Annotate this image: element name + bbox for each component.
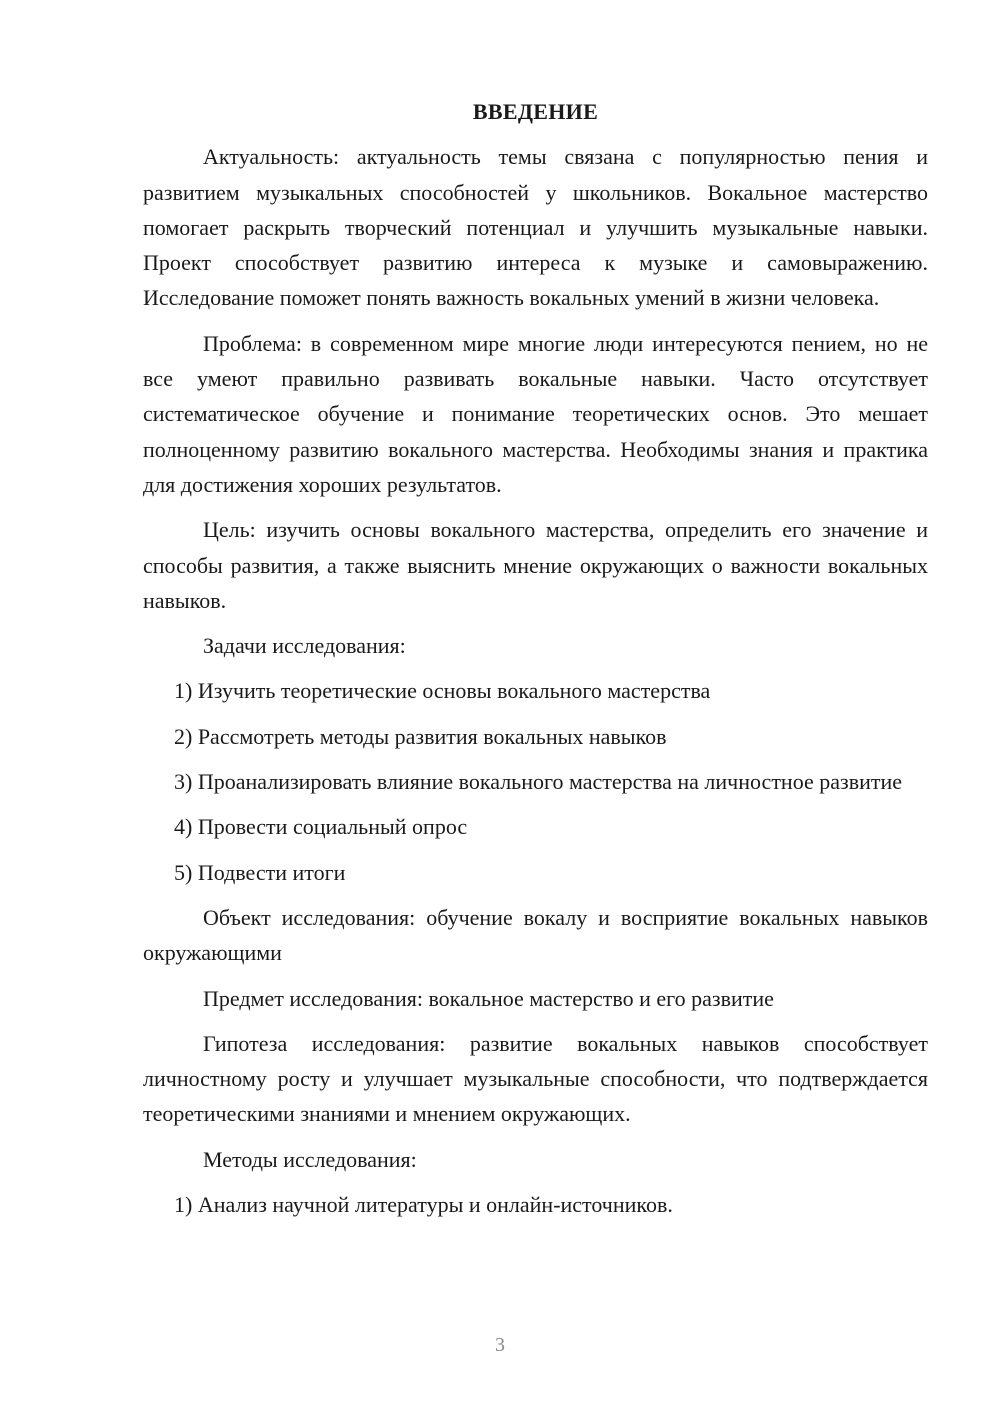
task-item-4: 4) Провести социальный опрос <box>174 814 468 840</box>
page-number: 3 <box>495 1334 505 1356</box>
task-item-1: 1) Изучить теоретические основы вокального мастерства <box>174 678 711 704</box>
task-item-2: 2) Рассмотреть методы развития вокальных навыков <box>174 723 667 749</box>
problem-paragraph: Проблема: в современном мире многие люди интересуются пением, но не все умеют правильно развивать вокальные навыки. Часто отсутствует систематическое обучение и понимание теоретических основ. Это мешает полноценному развитию вокального мастерства. Необходимы знания и практика для достижения хороших результатов. <box>143 330 928 497</box>
method-item-1: 1) Анализ научной литературы и онлайн-источников. <box>174 1192 673 1218</box>
subject-paragraph: Предмет исследования: вокальное мастерство и его развитие <box>203 985 774 1011</box>
task-item-3: 3) Проанализировать влияние вокального мастерства на личностное развитие <box>174 769 903 795</box>
methods-heading: Методы исследования: <box>203 1146 417 1172</box>
relevance-paragraph: Актуальность: актуальность темы связана с популярностью пения и развитием музыкальных способностей у школьников. Вокальное мастерство помогает раскрыть творческий потенциал и улучшить музыкальные навыки. Проект способствует развитию интереса к музыке и самовыражению. Исследование поможет понять важность вокальных умений в жизни человека. <box>143 144 928 311</box>
hypothesis-paragraph: Гипотеза исследования: развитие вокальных навыков способствует личностному росту и улучшает музыкальные способности, что подтверждается теоретическими знаниями и мнением окружающих. <box>143 1030 928 1127</box>
page-title: ВВЕДЕНИЕ <box>472 99 599 124</box>
document-page <box>143 94 928 1232</box>
object-paragraph: Объект исследования: обучение вокалу и восприятие вокальных навыков окружающими <box>143 904 928 966</box>
tasks-heading: Задачи исследования: <box>203 633 406 659</box>
task-item-5: 5) Подвести итоги <box>174 859 346 885</box>
goal-paragraph: Цель: изучить основы вокального мастерства, определить его значение и способы развития, а также выяснить мнение окружающих о важности вокальных навыков. <box>143 517 928 613</box>
